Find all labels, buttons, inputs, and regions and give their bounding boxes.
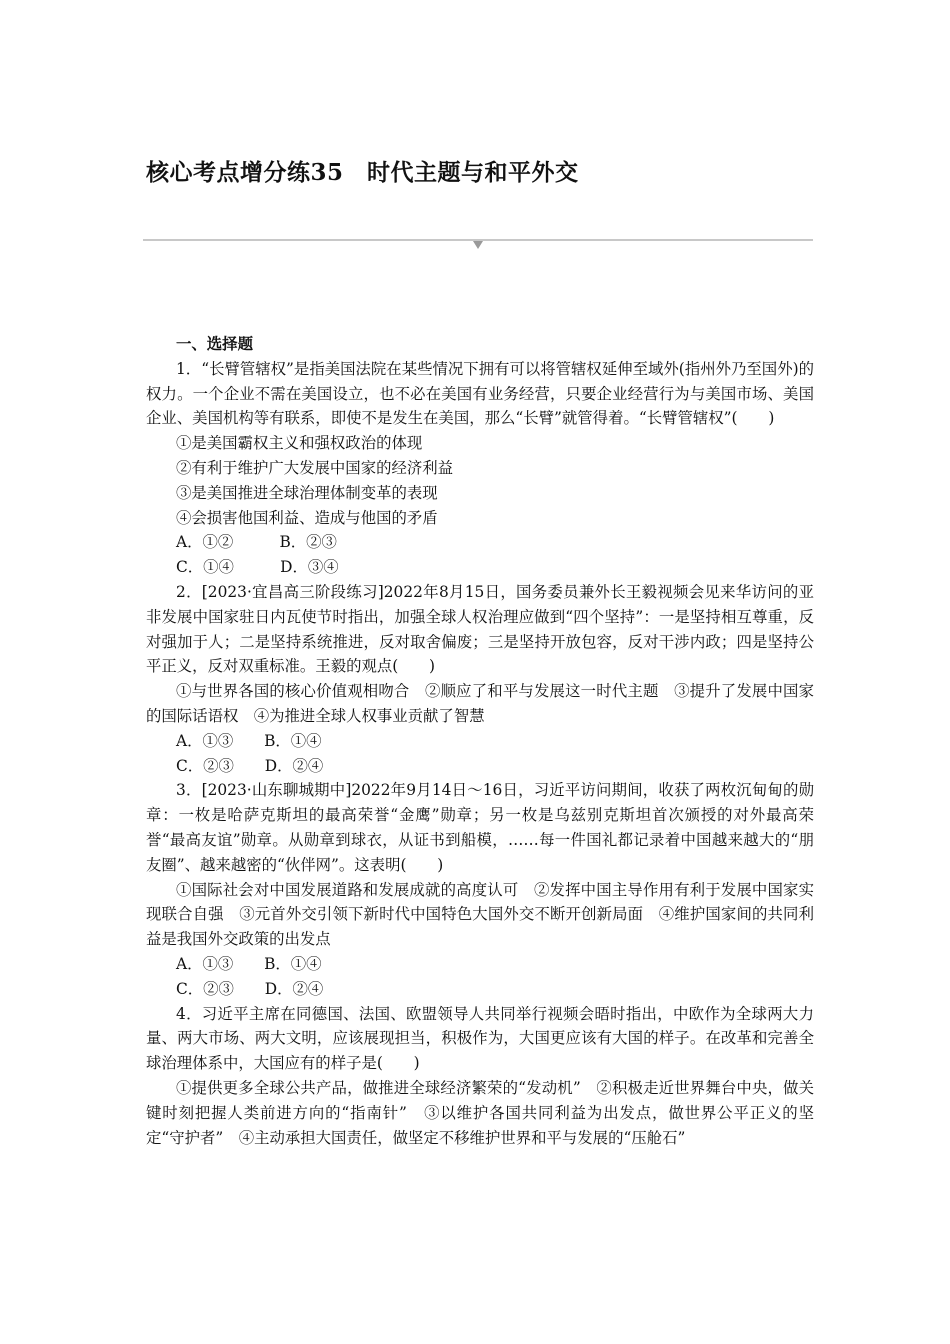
answer-options: A．①③ B．①④	[176, 954, 322, 973]
question-stem: 2．[2023·宜昌高三阶段练习]2022年8月15日，国务委员兼外长王毅视频会见来华访问的亚非发展中国家驻日内瓦使节时指出，加强全球人权治理应做到“四个坚持”：一是坚持相互尊重，反对强加于人；二是坚持系统推进，反对取舍偏废；三是坚持开放包容，反对干涉内政；四是坚持公平正义，反对双重标准。王毅的观点( )	[146, 582, 814, 676]
answer-options: C．②③ D．②④	[176, 979, 324, 998]
question-stem: 1．“长臂管辖权”是指美国法院在某些情况下拥有可以将管辖权延伸至域外(指州外乃至国外)的权力。一个企业不需在美国设立，也不必在美国有业务经营，只要企业经营行为与美国市场、美国企业、美国机构等有联系，即使不是发生在美国，那么“长臂”就管得着。“长臂管辖权”( )	[146, 359, 814, 428]
question-statement: ④会损害他国利益、造成与他国的矛盾	[176, 508, 438, 527]
question-stem: 3．[2023·山东聊城期中]2022年9月14日～16日，习近平访问期间，收获了两枚沉甸甸的勋章：一枚是哈萨克斯坦的最高荣誉“金鹰”勋章；另一枚是乌兹别克斯坦首次颁授的对外最高荣誉“最高友谊”勋章。从勋章到球衣，从证书到船模，……每一件国礼都记录着中国越来越大的“朋友圈”、越来越密的“伙伴网”。这表明( )	[146, 781, 814, 874]
answer-options: A．①② B．②③	[176, 533, 337, 552]
page-title: 核心考点增分练35 时代主题与和平外交	[146, 159, 579, 186]
question-statement: ③是美国推进全球治理体制变革的表现	[176, 483, 438, 502]
question-statement: ①与世界各国的核心价值观相吻合 ②顺应了和平与发展这一时代主题 ③提升了发展中国家的国际话语权 ④为推进全球人权事业贡献了智慧	[146, 682, 814, 725]
section-title: 一、选择题	[176, 335, 253, 353]
question-statement: ②有利于维护广大发展中国家的经济利益	[176, 458, 454, 477]
document-body	[146, 332, 814, 1150]
answer-options: A．①③ B．①④	[176, 731, 322, 750]
question-stem: 4．习近平主席在同德国、法国、欧盟领导人共同举行视频会晤时指出，中欧作为全球两大力量、两大市场、两大文明，应该展现担当，积极作为，大国更应该有大国的样子。在改革和完善全球治理体系中，大国应有的样子是( )	[146, 1004, 814, 1073]
divider-triangle-icon	[473, 241, 483, 249]
question-statement: ①提供更多全球公共产品，做推进全球经济繁荣的“发动机” ②积极走近世界舞台中央，做关键时刻把握人类前进方向的“指南针” ③以维护各国共同利益为出发点，做世界公平正义的坚定“守护者” ④主动承担大国责任，做坚定不移维护世界和平与发展的“压舱石”	[146, 1078, 814, 1147]
question-statement: ①国际社会对中国发展道路和发展成就的高度认可 ②发挥中国主导作用有利于发展中国家实现联合自强 ③元首外交引领下新时代中国特色大国外交不断开创新局面 ④维护国家间的共同利益是我国外交政策的出发点	[146, 880, 814, 949]
answer-options: C．②③ D．②④	[176, 756, 324, 775]
answer-options: C．①④ D．③④	[176, 558, 339, 577]
question-statement: ①是美国霸权主义和强权政治的体现	[176, 434, 423, 453]
